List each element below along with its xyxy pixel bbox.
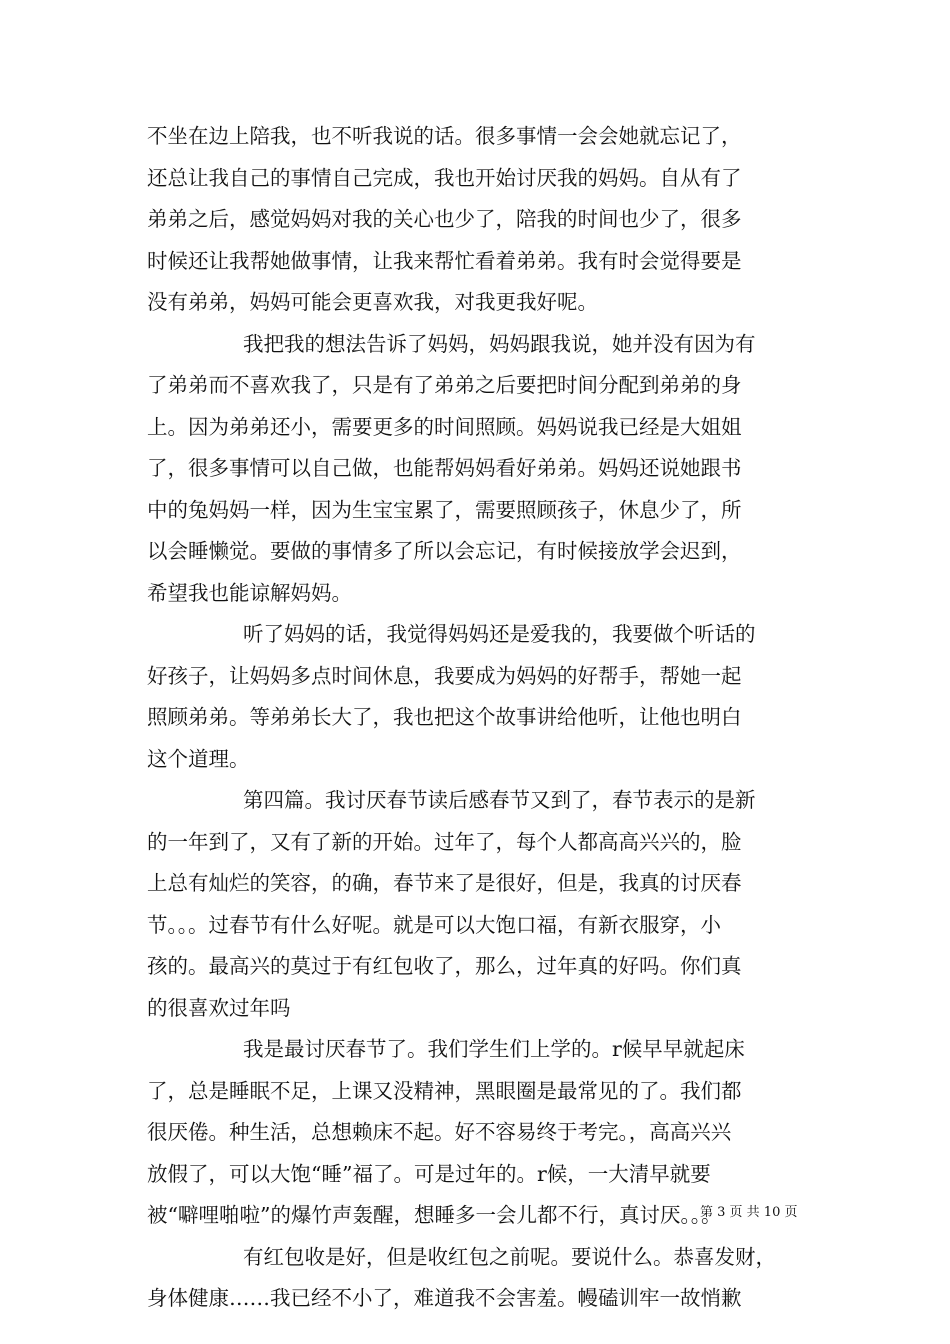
paragraph-first-line: 我把我的想法告诉了妈妈，妈妈跟我说，她并没有因为有 [243, 331, 756, 356]
text-line: 时候还让我帮她做事情，让我来帮忙看着弟弟。我有时会觉得要是 [147, 248, 742, 273]
text-line: 希望我也能谅解妈妈。 [147, 580, 352, 605]
text-line: 还总让我自己的事情自己完成，我也开始讨厌我的妈妈。自从有了 [147, 165, 742, 190]
paragraph-first-line: 第四篇。我讨厌春节读后感春节又到了，春节表示的是新 [243, 788, 756, 812]
text-line: 节。。。过春节有什么好呢。就是可以大饱口福，有新衣服穿，小 [147, 912, 721, 937]
text-line: 了弟弟而不喜欢我了，只是有了弟弟之后要把时间分配到弟弟的身 [147, 373, 742, 397]
text-line: 没有弟弟，妈妈可能会更喜欢我，对我更我好呢。 [147, 290, 598, 314]
text-line: 照顾弟弟。等弟弟长大了，我也把这个故事讲给他听，让他也明白 [147, 705, 742, 729]
text-line: 弟弟之后，感觉妈妈对我的关心也少了，陪我的时间也少了，很多 [147, 207, 742, 231]
text-line: 放假了，可以大饱“睡”福了。可是过年的。r候，一大清早就要 [147, 1161, 711, 1186]
text-line: 孩的。最高兴的莫过于有红包收了，那么，过年真的好吗。你们真 [147, 954, 742, 978]
text-line: 不坐在边上陪我，也不听我说的话。很多事情一会会她就忘记了， [147, 124, 742, 148]
paragraph-first-line: 有红包收是好，但是收红包之前呢。要说什么。恭喜发财， [243, 1244, 776, 1269]
text-line: 好孩子，让妈妈多点时间休息，我要成为妈妈的好帮手，帮她一起 [147, 663, 742, 688]
text-line: 的很喜欢过年吗 [147, 995, 291, 1020]
text-line: 上总有灿烂的笑容，的确，春节来了是很好，但是，我真的讨厌春 [147, 871, 742, 895]
text-line: 了，很多事情可以自己做，也能帮妈妈看好弟弟。妈妈还说她跟书 [147, 456, 742, 480]
page-number-footer: 第 3 页 共 10 页 [700, 1205, 798, 1220]
text-line: 很厌倦。种生活，总想赖床不起。好不容易终于考完。，高高兴兴 [147, 1120, 732, 1144]
text-line: 上。因为弟弟还小，需要更多的时间照顾。妈妈说我已经是大姐姐 [147, 414, 742, 439]
text-line: 被“噼哩啪啦”的爆竹声轰醒，想睡多一会儿都不行，真讨厌。。。 [147, 1203, 722, 1227]
text-line: 中的兔妈妈一样，因为生宝宝累了，需要照顾孩子，休息少了，所 [147, 497, 742, 522]
text-line: 身体健康……我已经不小了，难道我不会害羞。幔磕训牢一故悄歉 [147, 1286, 742, 1310]
text-line: 的一年到了，又有了新的开始。过年了，每个人都高高兴兴的，脸 [147, 829, 742, 854]
document-body [147, 116, 812, 1320]
text-line: 以会睡懒觉。要做的事情多了所以会忘记，有时候接放学会迟到， [147, 539, 742, 563]
text-line: 了，总是睡眠不足，上课又没精神，黑眼圈是最常见的了。我们都 [147, 1078, 742, 1103]
text-line: 这个道理。 [147, 746, 250, 771]
paragraph-first-line: 听了妈妈的话，我觉得妈妈还是爱我的，我要做个听话的 [243, 622, 756, 646]
paragraph-first-line: 我是最讨厌春节了。我们学生们上学的。r候早早就起床 [243, 1037, 745, 1061]
